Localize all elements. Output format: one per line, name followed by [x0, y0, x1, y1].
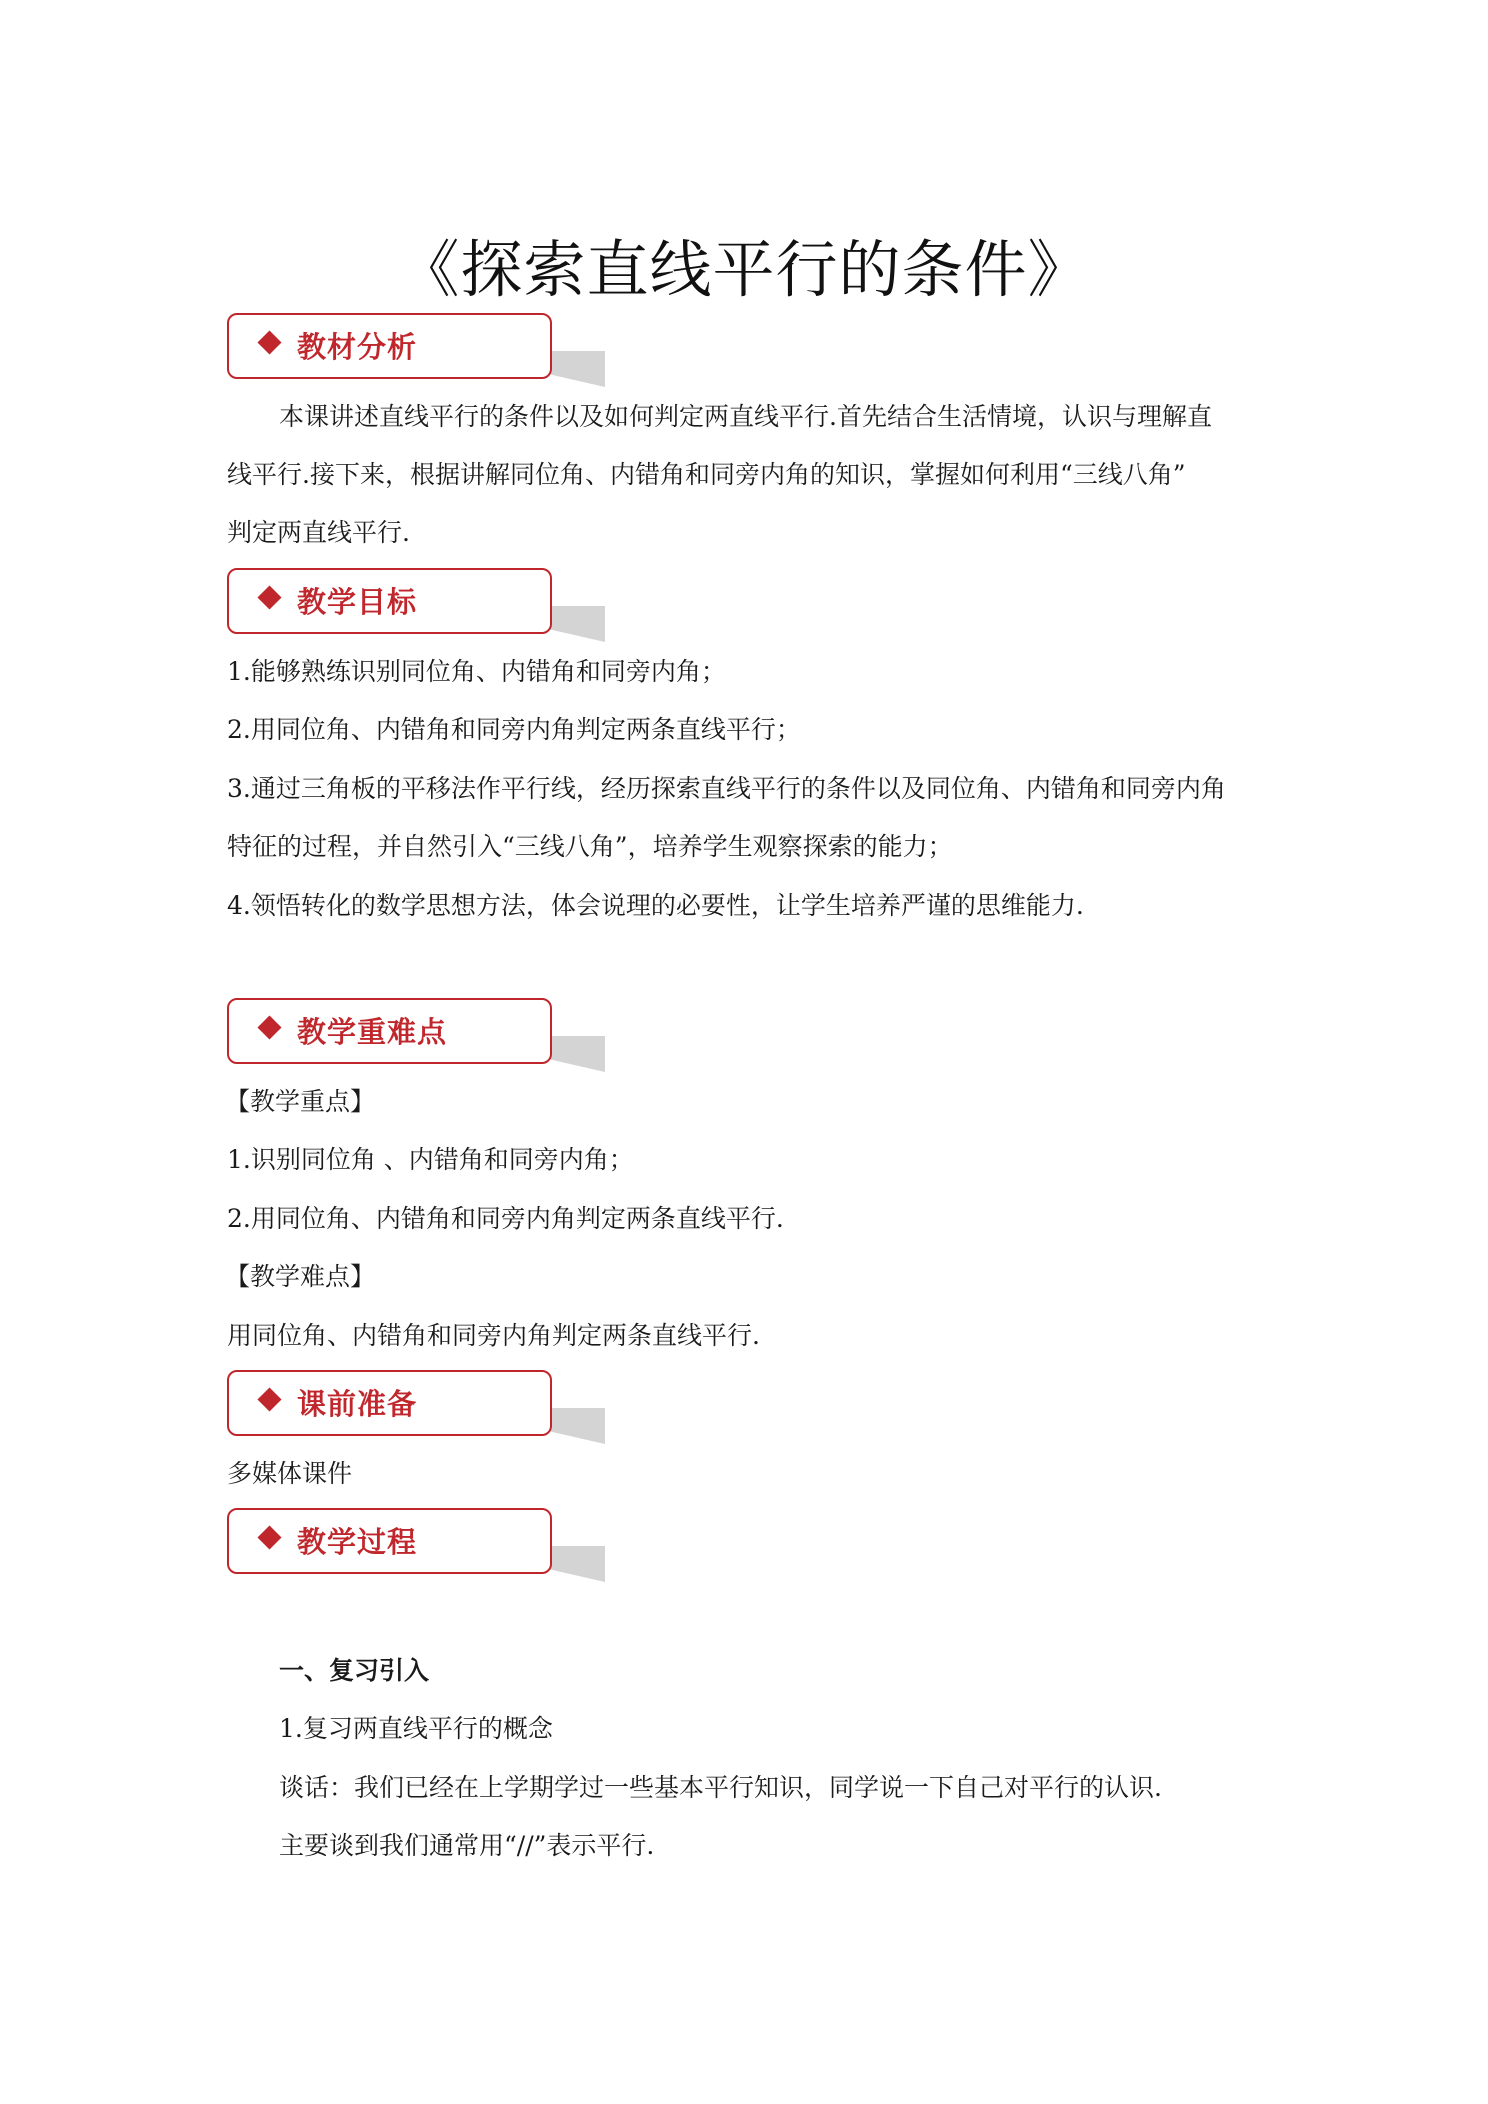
- diamond-icon: [257, 585, 281, 609]
- header-box: [227, 998, 552, 1064]
- goal-line: 3.通过三角板的平移法作平行线，经历探索直线平行的条件以及同位角、内错角和同旁内角: [227, 774, 1226, 803]
- process-line: 1.复习两直线平行的概念: [279, 1714, 553, 1743]
- header-box: [227, 1508, 552, 1574]
- focus-line: 1.识别同位角 、内错角和同旁内角；: [227, 1145, 634, 1174]
- goal-line: 2.用同位角、内错角和同旁内角判定两条直线平行；: [227, 715, 801, 744]
- difficulty-heading: 【教学难点】: [225, 1262, 376, 1291]
- goal-line: 1.能够熟练识别同位角、内错角和同旁内角；: [227, 657, 726, 686]
- diamond-icon: [257, 1387, 281, 1411]
- section-header-process: [227, 1508, 577, 1588]
- section-label: 教学重难点: [297, 1015, 448, 1049]
- focus-line: 2.用同位角、内错角和同旁内角判定两条直线平行.: [227, 1204, 784, 1233]
- section-header-keypoints: [227, 998, 577, 1078]
- process-subheading: 一、复习引入: [279, 1656, 430, 1685]
- focus-heading: 【教学重点】: [225, 1087, 376, 1116]
- section-label: 教学目标: [297, 585, 418, 619]
- header-box: [227, 1370, 552, 1436]
- diamond-icon: [257, 330, 281, 354]
- section-label: 教材分析: [297, 330, 418, 364]
- section-header-goals: [227, 568, 577, 648]
- process-line: 主要谈到我们通常用“//”表示平行.: [279, 1831, 655, 1860]
- goal-line: 4.领悟转化的数学思想方法，体会说理的必要性，让学生培养严谨的思维能力.: [227, 891, 1084, 920]
- process-line: 谈话：我们已经在上学期学过一些基本平行知识，同学说一下自己对平行的认识.: [279, 1773, 1162, 1802]
- header-box: [227, 568, 552, 634]
- goal-line: 特征的过程，并自然引入“三线八角”，培养学生观察探索的能力；: [227, 832, 953, 861]
- section-label: 课前准备: [297, 1387, 418, 1421]
- difficulty-line: 用同位角、内错角和同旁内角判定两条直线平行.: [227, 1321, 760, 1350]
- section-header-preparation: [227, 1370, 577, 1450]
- section-label: 教学过程: [297, 1525, 418, 1559]
- diamond-icon: [257, 1525, 281, 1549]
- paragraph-line: 判定两直线平行.: [227, 518, 410, 547]
- diamond-icon: [257, 1015, 281, 1039]
- preparation-line: 多媒体课件: [227, 1459, 353, 1488]
- paragraph-line: 本课讲述直线平行的条件以及如何判定两直线平行.首先结合生活情境，认识与理解直: [279, 402, 1212, 431]
- section-header-analysis: [227, 313, 577, 393]
- header-box: [227, 313, 552, 379]
- paragraph-line: 线平行.接下来，根据讲解同位角、内错角和同旁内角的知识，掌握如何利用“三线八角”: [227, 460, 1186, 489]
- page-title: 《探索直线平行的条件》: [397, 233, 1091, 306]
